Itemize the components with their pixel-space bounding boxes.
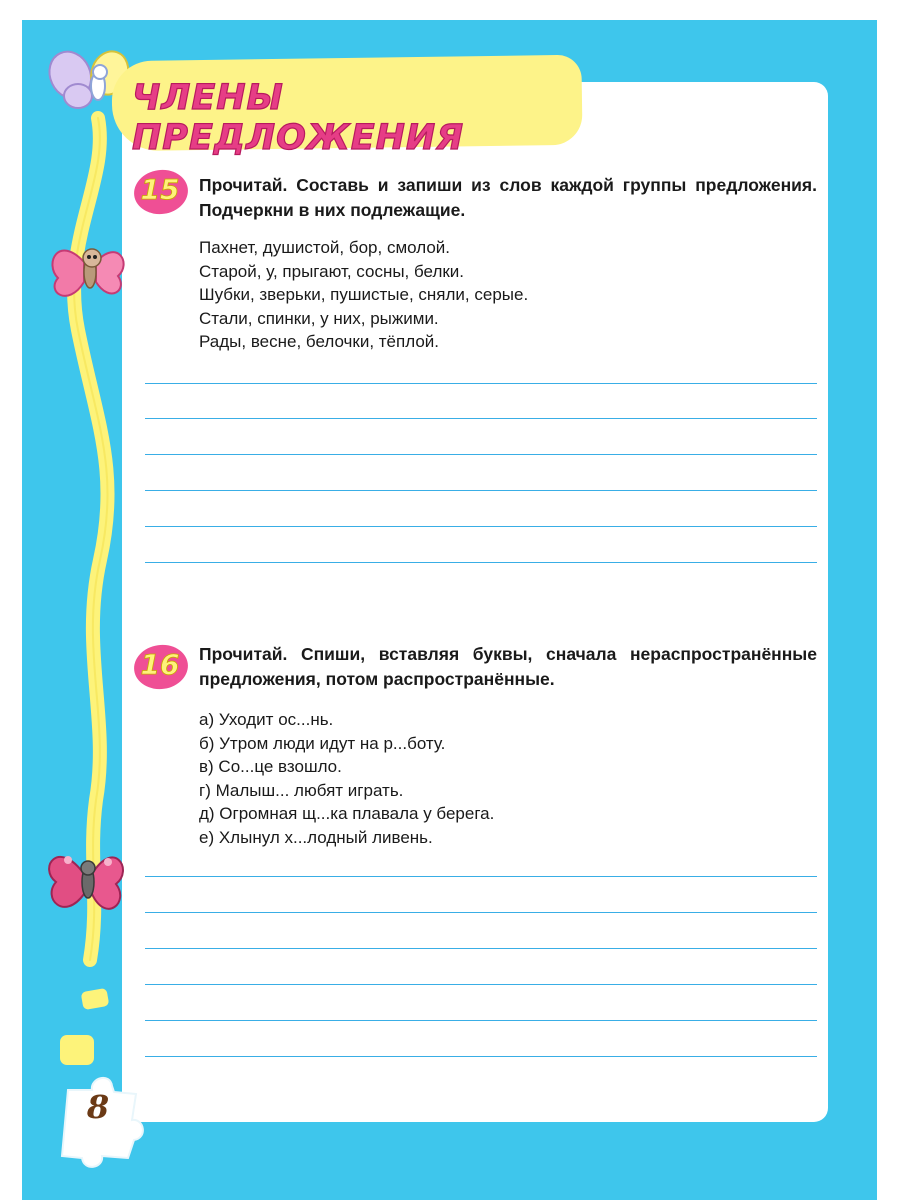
writing-line[interactable]	[145, 526, 817, 527]
list-item: в) Со...це взошло.	[199, 757, 342, 776]
list-item: Стали, спинки, у них, рыжими.	[199, 308, 439, 328]
exercise-instruction: Прочитай. Спиши, вставляя буквы, сначала нераспространённые предложения, потом распространённые.	[199, 644, 817, 689]
list-item: Шубки, зверьки, пушистые, сняли, серые.	[199, 285, 529, 304]
list-item: а) Уходит ос...нь.	[199, 710, 334, 729]
writing-line[interactable]	[145, 948, 817, 949]
exercise-instruction: Прочитай. Составь и запиши из слов каждой группы предложения. Подчеркни в них подлежащие.	[199, 175, 817, 220]
yellow-square-decoration	[60, 1035, 94, 1065]
writing-line[interactable]	[145, 418, 817, 419]
page-title: ЧЛЕНЫ ПРЕДЛОЖЕНИЯ	[132, 78, 465, 158]
word-groups-list	[199, 236, 528, 354]
writing-line[interactable]	[145, 562, 817, 563]
writing-line[interactable]	[145, 984, 817, 985]
list-item: е) Хлынул х...лодный ливень.	[199, 827, 433, 847]
butterfly-icon	[52, 249, 123, 296]
page-number: 8	[86, 1088, 110, 1126]
list-item: Рады, весне, белочки, тёплой.	[199, 332, 439, 351]
writing-line[interactable]	[145, 876, 817, 877]
list-item: Старой, у, прыгают, сосны, белки.	[199, 261, 465, 281]
list-item: г) Малыш... любят играть.	[199, 780, 404, 800]
exercise-number: 15	[140, 173, 180, 206]
writing-line[interactable]	[145, 383, 817, 384]
writing-line[interactable]	[145, 1020, 817, 1021]
list-item: Пахнет, душистой, бор, смолой.	[199, 238, 450, 257]
butterfly-icon	[49, 856, 123, 909]
yellow-square-decoration	[81, 988, 110, 1010]
list-item: б) Утром люди идут на р...боту.	[199, 733, 446, 753]
writing-line[interactable]	[145, 490, 817, 491]
list-item: д) Огромная щ...ка плавала у берега.	[199, 804, 495, 823]
sentences-list	[199, 708, 494, 849]
exercise-number: 16	[140, 648, 180, 681]
writing-line[interactable]	[145, 454, 817, 455]
writing-line[interactable]	[145, 912, 817, 913]
writing-line[interactable]	[145, 1056, 817, 1057]
